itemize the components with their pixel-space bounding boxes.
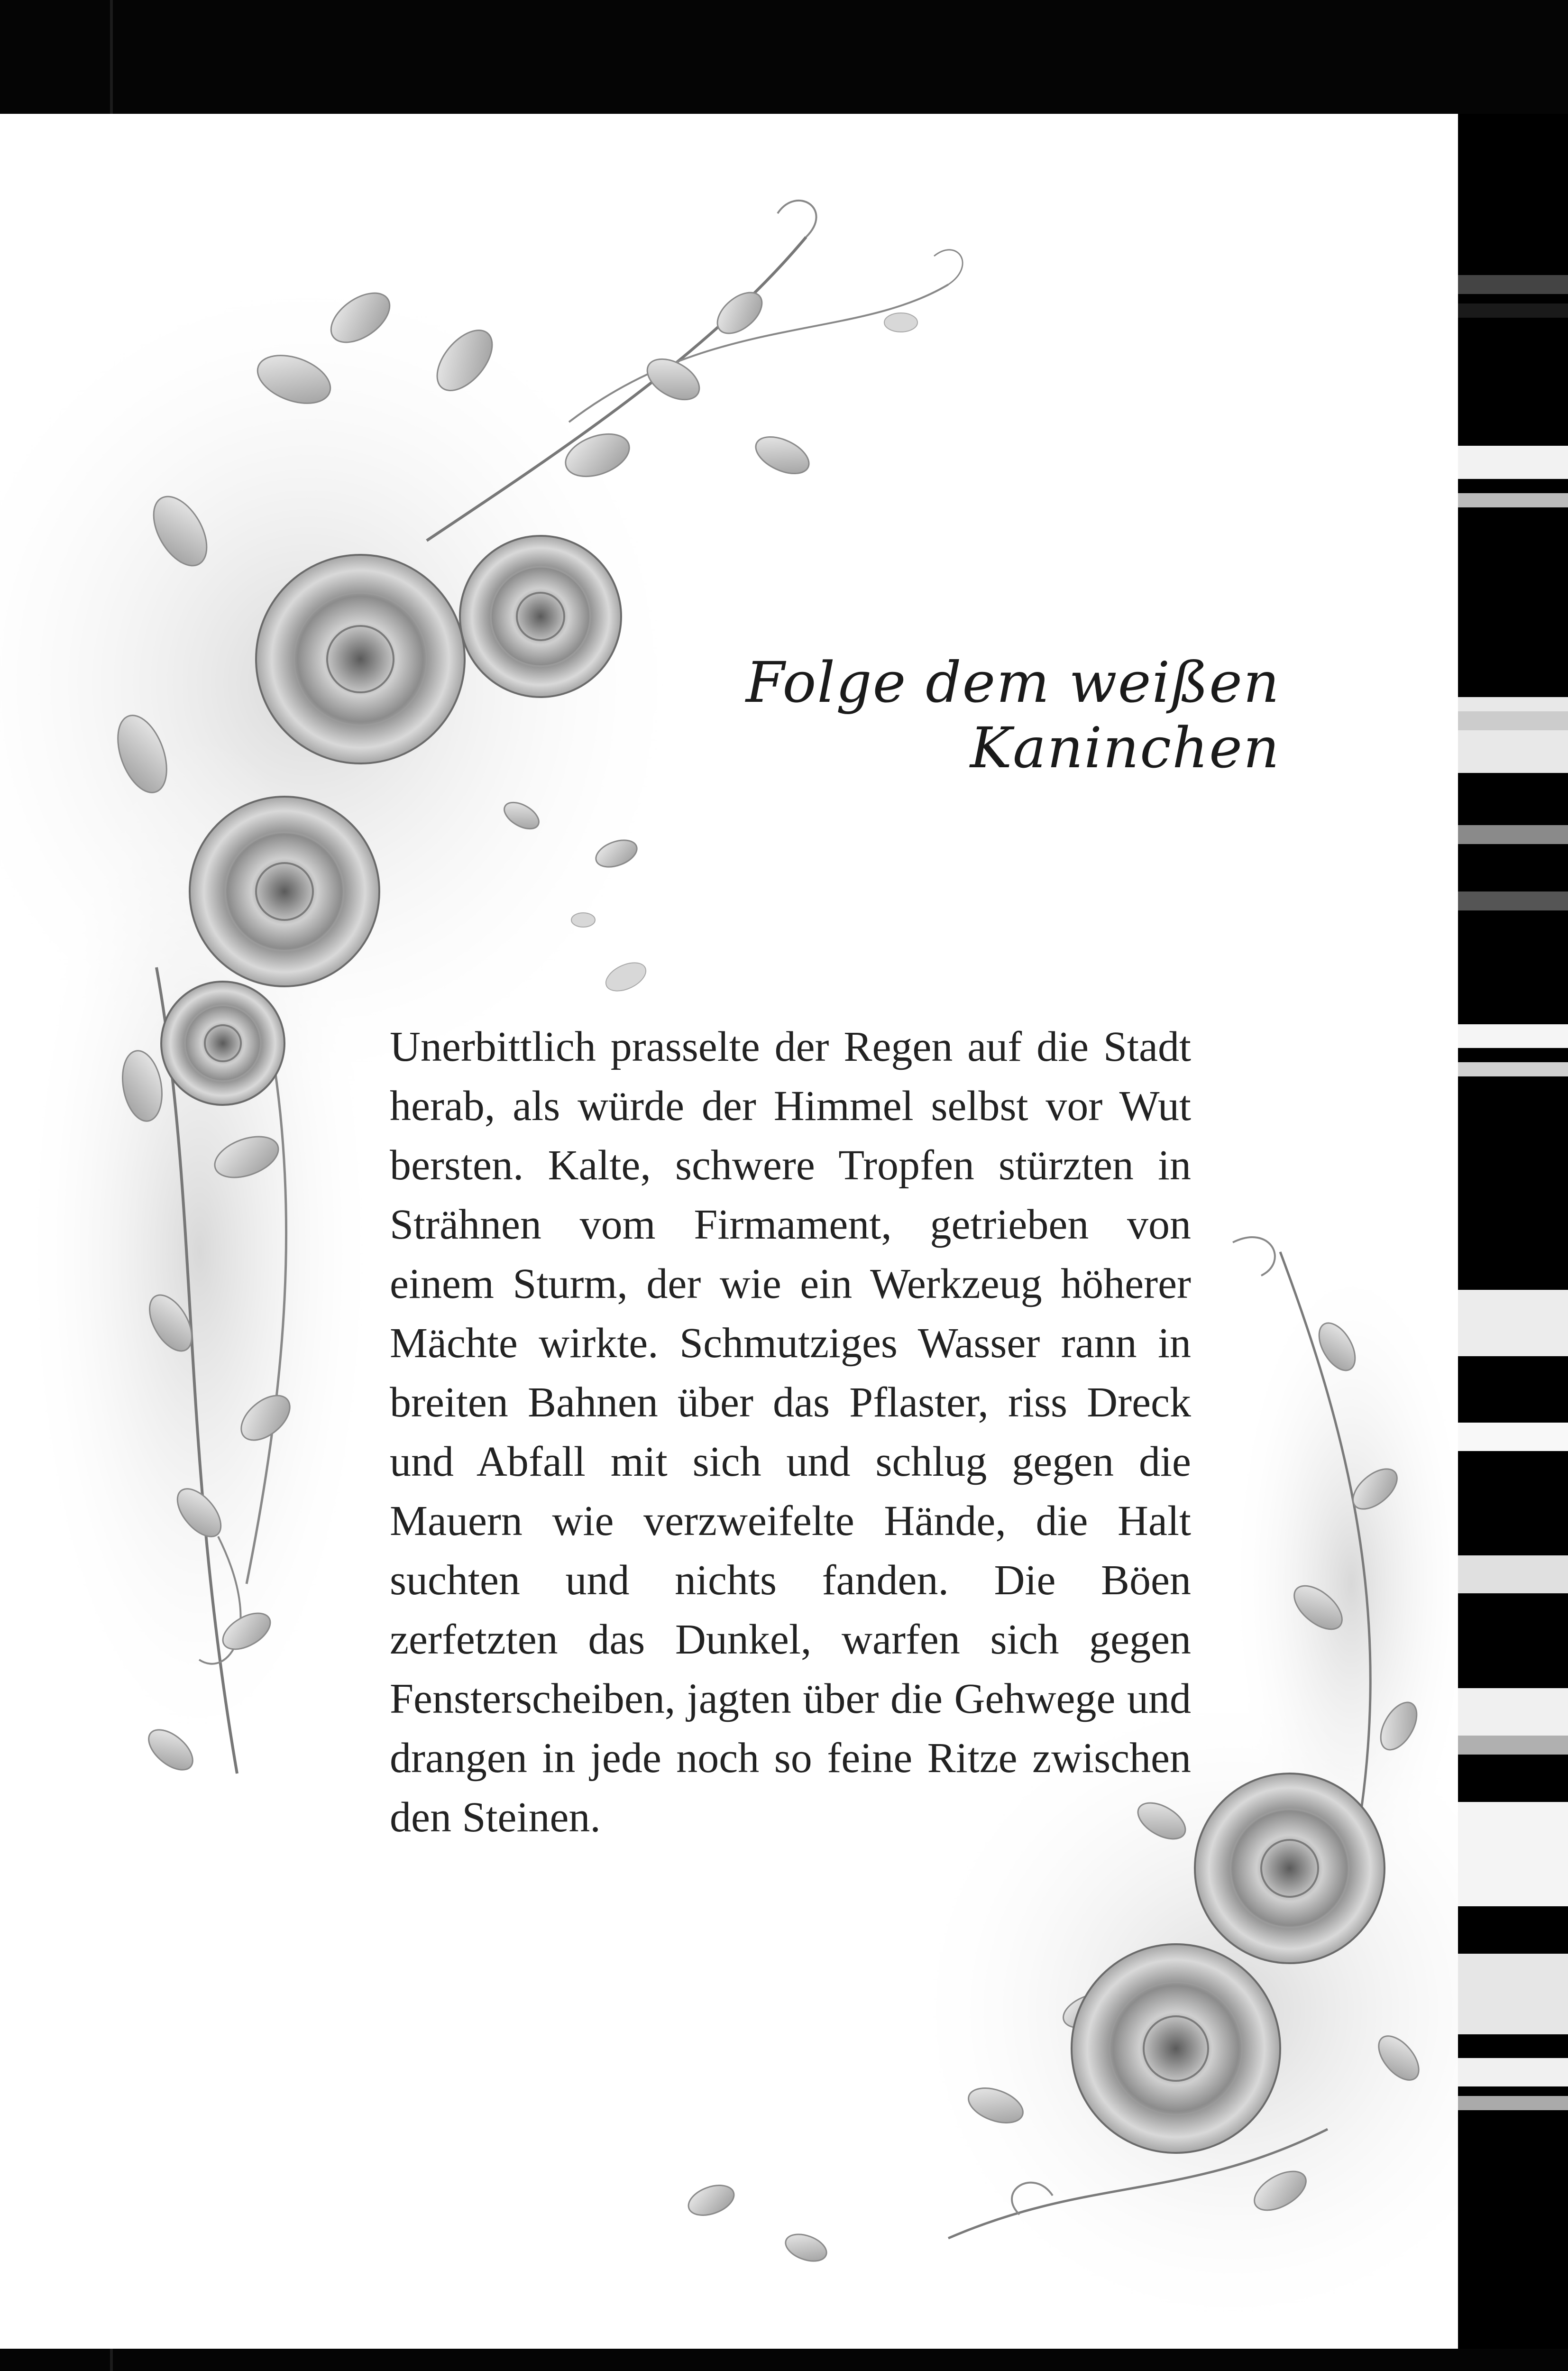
right-edge-strip [1458,114,1568,2349]
spine-line-bottom [110,2349,113,2371]
bottom-frame-bar [0,2349,1568,2371]
spine-line-top [110,0,113,114]
chapter-title: Folge dem weißen Kaninchen [745,650,1280,781]
body-paragraph: Unerbittlich prasselte der Regen auf die Stadt herab, als würde der Himmel selbst vor Wut bersten. Kalte, schwere Tropfen stürzten in Strähnen vom Firmament, getrieben von einem Sturm, der wie ein Werkzeug höherer Mächte wirkte. Schmutziges Wasser rann in breiten Bahnen über das Pflaster, riss Dreck und Abfall mit sich und schlug gegen die Mauern wie verzweifelte Hände, die Halt suchten und nichts fanden. Die Böen zerfetzten das Dunkel, warfen sich gegen Fensterscheiben, jagten über die Gehwege und drangen in jede noch so feine Ritze zwischen den Steinen. [390,1023,1191,1841]
book-page [0,114,1458,2349]
top-frame-bar [0,0,1568,114]
